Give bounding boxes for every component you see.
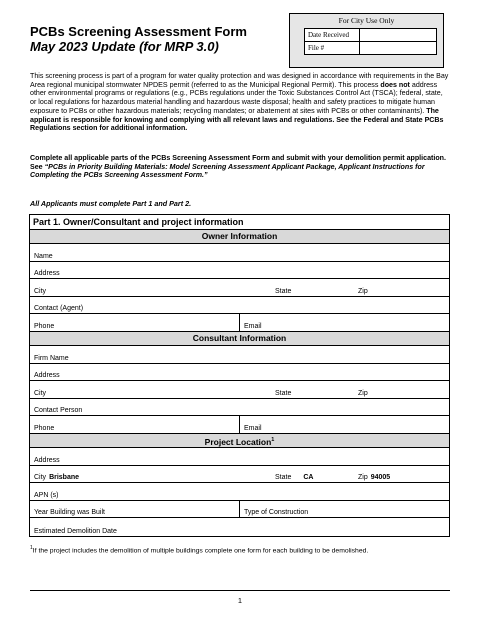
consultant-phone-label: Phone xyxy=(34,424,55,432)
consultant-email-label: Email xyxy=(244,424,262,432)
project-heading-text: Project Location xyxy=(204,436,272,447)
file-number-label: File # xyxy=(305,42,360,55)
project-zip-field[interactable] xyxy=(354,466,449,483)
file-number-field[interactable] xyxy=(360,42,437,55)
project-apn-row[interactable] xyxy=(30,483,449,501)
owner-address-row[interactable] xyxy=(30,262,449,280)
consultant-phone-row xyxy=(30,416,449,434)
intro-bold-2: The applicant is responsible for knowing and complying with all relevant laws and regulations. See the Federal and State PCBs Regulations section for additional information. xyxy=(30,106,444,133)
year-built-field[interactable] xyxy=(30,501,239,518)
owner-contact-label: Contact (Agent) xyxy=(34,305,84,313)
consultant-address-label: Address xyxy=(34,372,60,380)
consultant-city-label: City xyxy=(34,389,47,397)
owner-zip-field[interactable] xyxy=(354,279,449,296)
project-address-label: Address xyxy=(34,456,60,464)
owner-state-field[interactable] xyxy=(271,279,354,296)
owner-email-field[interactable] xyxy=(239,314,449,331)
consultant-zip-field[interactable] xyxy=(354,381,449,398)
project-zip-value: 94005 xyxy=(370,474,391,482)
form-title: PCBs Screening Assessment Form xyxy=(30,24,247,39)
owner-phone-row xyxy=(30,314,449,332)
part1-title: Part 1. Owner/Consultant and project information xyxy=(30,215,449,230)
owner-phone-field[interactable] xyxy=(30,314,239,331)
city-use-heading: For City Use Only xyxy=(338,16,395,25)
applicants-note: All Applicants must complete Part 1 and Part 2. xyxy=(30,199,192,208)
page-number: 1 xyxy=(237,596,243,605)
project-address-row[interactable] xyxy=(30,448,449,466)
instructions-reference: “PCBs in Priority Building Materials: Model Screening Assessment Applicant Package, Applicant Instructions for Completing the PCBs Screening Assessment Form.” xyxy=(30,162,425,180)
consultant-state-field[interactable] xyxy=(271,381,354,398)
intro-text-2: address other environmental programs or regulations (e.g., PCBs regulations under the Toxic Substances Control Act (TSCA); federal, state, or local regulations for hazardous material handling and hazardous waste disposal; health and safety practices to mitigate human exposure to PCBs or other hazardous materials; recycling mandates; or abatement at sites with PCBs or other contaminants). xyxy=(30,80,443,115)
intro-bold-1: does not xyxy=(380,80,410,89)
city-use-table xyxy=(304,28,437,55)
owner-city-row xyxy=(30,279,449,297)
project-zip-label: Zip xyxy=(358,474,368,482)
owner-contact-row[interactable] xyxy=(30,297,449,315)
project-state-value: CA xyxy=(303,474,314,482)
project-state-field[interactable] xyxy=(271,466,354,483)
footnote xyxy=(30,545,368,554)
project-apn-label: APN (s) xyxy=(34,491,59,499)
project-state-label: State xyxy=(275,474,292,482)
consultant-address-row[interactable] xyxy=(30,364,449,382)
owner-address-label: Address xyxy=(34,270,60,278)
consultant-phone-field[interactable] xyxy=(30,416,239,433)
project-city-value: Brisbane xyxy=(49,474,80,482)
owner-name-label: Name xyxy=(34,252,53,260)
project-heading-footnote-ref: 1 xyxy=(271,436,275,443)
project-demolition-row[interactable] xyxy=(30,518,449,536)
part1-form xyxy=(29,214,450,537)
owner-name-row[interactable] xyxy=(30,244,449,262)
date-received-label: Date Received xyxy=(305,29,360,42)
demolition-date-label: Estimated Demolition Date xyxy=(34,527,117,535)
project-section-heading xyxy=(30,434,449,448)
project-city-label: City xyxy=(34,474,47,482)
consultant-city-field[interactable] xyxy=(30,381,271,398)
year-built-label: Year Building was Built xyxy=(34,509,105,517)
footer-divider xyxy=(30,590,450,591)
owner-city-field[interactable] xyxy=(30,279,271,296)
consultant-contact-label: Contact Person xyxy=(34,407,83,415)
construction-type-label: Type of Construction xyxy=(244,509,309,517)
footnote-text: If the project includes the demolition of multiple buildings complete one form for each building to be demolished. xyxy=(32,547,369,555)
intro-paragraph xyxy=(30,72,450,133)
owner-email-label: Email xyxy=(244,322,262,330)
project-building-row xyxy=(30,501,449,519)
consultant-contact-row[interactable] xyxy=(30,399,449,417)
date-received-field[interactable] xyxy=(360,29,437,42)
owner-state-label: State xyxy=(275,287,292,295)
consultant-email-field[interactable] xyxy=(239,416,449,433)
consultant-firm-row[interactable] xyxy=(30,346,449,364)
owner-section-heading: Owner Information xyxy=(30,230,449,244)
owner-phone-label: Phone xyxy=(34,322,55,330)
consultant-state-label: State xyxy=(275,389,292,397)
owner-zip-label: Zip xyxy=(358,287,368,295)
project-city-row xyxy=(30,466,449,484)
form-subtitle: May 2023 Update (for MRP 3.0) xyxy=(30,39,219,54)
project-city-field[interactable] xyxy=(30,466,271,483)
intro-text-1: This screening process is part of a program for water quality protection and was designed in accordance with requirements in the Bay Area regional municipal stormwater NPDES permit (referred to as the Municipal Regional Permit). This process xyxy=(30,72,449,89)
consultant-zip-label: Zip xyxy=(358,389,368,397)
consultant-city-row xyxy=(30,381,449,399)
instructions-paragraph xyxy=(30,154,450,180)
construction-type-field[interactable] xyxy=(239,501,449,518)
consultant-section-heading: Consultant Information xyxy=(30,332,449,346)
instructions-bold: Complete all applicable parts of the PCBs Screening Assessment Form and submit with your demolition permit application. See xyxy=(30,154,446,171)
consultant-firm-label: Firm Name xyxy=(34,354,69,362)
city-use-box xyxy=(289,13,444,68)
footnote-marker: 1 xyxy=(30,545,33,551)
owner-city-label: City xyxy=(34,287,47,295)
